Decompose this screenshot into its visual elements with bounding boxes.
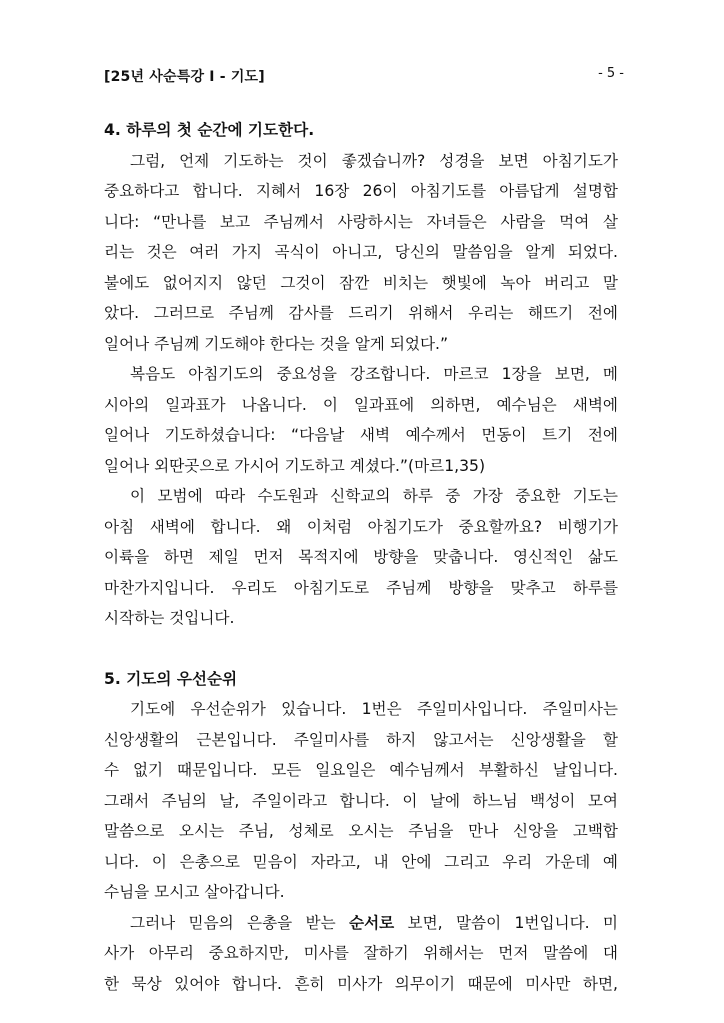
section-gap <box>104 634 618 664</box>
section-heading-4: 4. 하루의 첫 순간에 기도한다. <box>104 121 315 139</box>
text-line: 사가 아무리 중요하지만, 미사를 잘하기 위해서는 먼저 말씀에 대 <box>104 944 618 962</box>
text-line: 이륙을 하면 제일 먼저 목적지에 방향을 맞춥니다. 영신적인 삶도 <box>104 548 618 566</box>
text-line: 니다. 이 은총으로 믿음이 자라고, 내 안에 그리고 우리 가운데 예 <box>104 852 618 871</box>
text-line: 신앙생활의 근본입니다. 주일미사를 하지 않고서는 신앙생활을 할 <box>104 730 618 749</box>
text-line: 시작하는 것입니다. <box>104 609 235 627</box>
text-line: 일어나 주님께 기도해야 한다는 것을 알게 되었다.” <box>104 334 449 353</box>
text-line: 중요하다고 합니다. 지혜서 16장 26이 아침기도를 아름답게 설명합 <box>104 182 618 200</box>
text-line: 불에도 없어지지 않던 그것이 잠깐 비치는 햇빛에 녹아 버리고 말 <box>104 273 618 292</box>
text-line <box>104 908 618 939</box>
paragraph <box>104 359 618 481</box>
text-line: 한 묵상 있어야 합니다. 흔히 미사가 의무이기 때문에 미사만 하면, <box>104 974 618 993</box>
text-line: 그럼, 언제 기도하는 것이 좋겠습니까? 성경을 보면 아침기도가 <box>130 151 618 170</box>
header-title: [25년 사순특강 Ⅰ - 기도] <box>104 69 265 85</box>
text-line: 수 없기 때문입니다. 모든 일요일은 예수님께서 부활하신 날입니다. <box>104 761 618 779</box>
text-run: 그러나 믿음의 은총을 받는 <box>130 913 350 932</box>
text-line: 아침 새벽에 합니다. 왜 이처럼 아침기도가 중요할까요? 비행기가 <box>104 517 618 536</box>
text-line: 복음도 아침기도의 중요성을 강조합니다. 마르코 1장을 보면, 메 <box>130 365 618 383</box>
text-line: 말씀으로 오시는 주님, 성체로 오시는 주님을 만나 신앙을 고백합 <box>104 822 618 840</box>
paragraph <box>104 694 618 908</box>
text-line: 일어나 외딴곳으로 가시어 기도하고 계셨다.”(마르1,35) <box>104 456 486 475</box>
bold-text: 순서로 <box>349 913 395 932</box>
paragraph <box>104 146 618 360</box>
paragraph <box>104 908 618 1000</box>
text-line: 리는 것은 여러 가지 곡식이 아니고, 당신의 말씀임을 알게 되었다. <box>104 243 618 261</box>
text-line: 시아의 일과표가 나옵니다. 이 일과표에 의하면, 예수님은 새벽에 <box>104 395 618 414</box>
text-line: 그래서 주님의 날, 주일이라고 합니다. 이 날에 하느님 백성이 모여 <box>104 791 618 810</box>
text-line: 니다: “만나를 보고 주님께서 사랑하시는 자녀들은 사람을 먹여 살 <box>104 212 618 231</box>
paragraph <box>104 481 618 634</box>
text-line: 마찬가지입니다. 우리도 아침기도로 주님께 방향을 맞추고 하루를 <box>104 578 618 597</box>
text-line: 기도에 우선순위가 있습니다. 1번은 주일미사입니다. 주일미사는 <box>130 700 618 718</box>
page-number: - 5 - <box>598 66 624 81</box>
text-line: 일어나 기도하셨습니다: “다음날 새벽 예수께서 먼동이 트기 전에 <box>104 426 618 444</box>
text-run: 보면, 말씀이 1번입니다. 미 <box>394 913 618 932</box>
text-line: 수님을 모시고 살아갑니다. <box>104 883 285 901</box>
page-body <box>104 115 618 999</box>
section-heading-5: 5. 기도의 우선순위 <box>104 669 238 688</box>
text-line: 이 모범에 따라 수도원과 신학교의 하루 중 가장 중요한 기도는 <box>130 487 618 505</box>
page-header <box>104 66 624 86</box>
text-line: 았다. 그러므로 주님께 감사를 드리기 위해서 우리는 해뜨기 전에 <box>104 304 618 322</box>
